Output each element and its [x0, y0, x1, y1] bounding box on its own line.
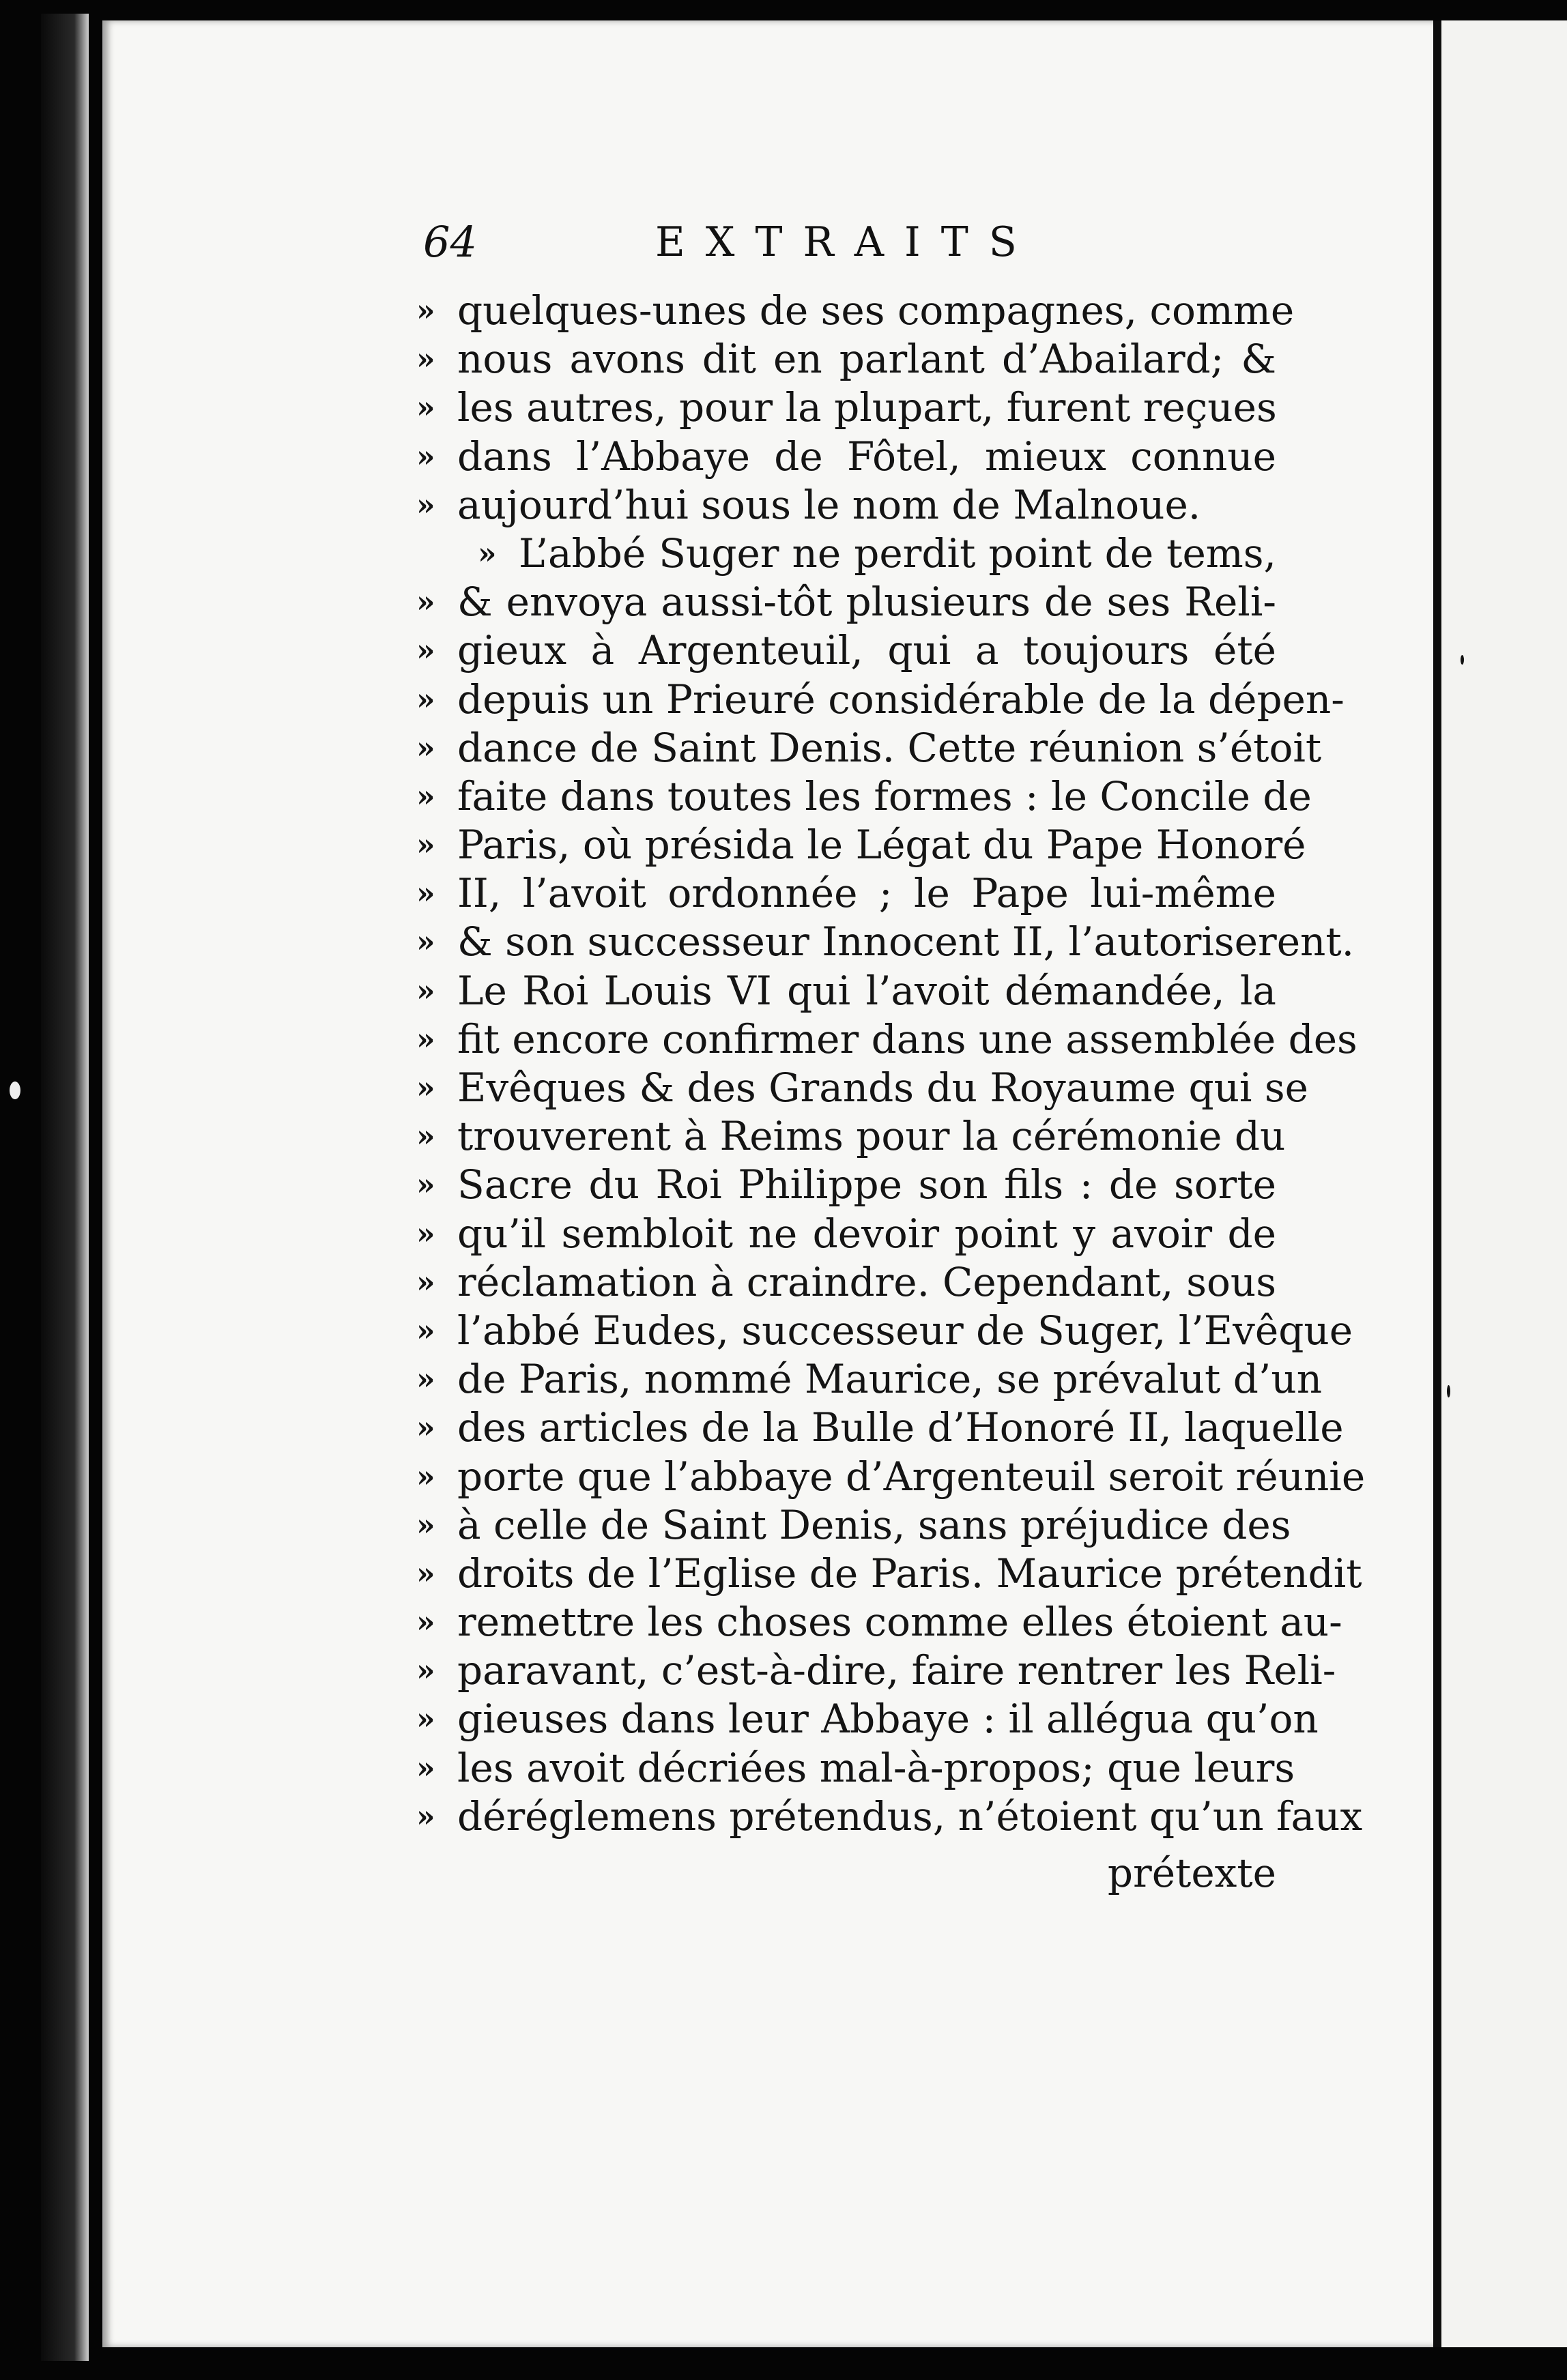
line-text: droits de l’Eglise de Paris. Maurice prétendit [457, 1550, 1362, 1597]
page-header [423, 217, 1276, 278]
running-title: EXTRAITS [655, 218, 1037, 266]
quote-mark: » [416, 1605, 435, 1640]
line-text: depuis un Prieuré considérable de la dépen- [457, 676, 1345, 723]
line-text: gieuses dans leur Abbaye : il allégua qu’on [457, 1696, 1319, 1743]
text-line [416, 1695, 1319, 1743]
quote-mark: » [416, 973, 435, 1008]
text-line [416, 1646, 1336, 1695]
book-spine-edge [41, 14, 89, 2361]
line-text: à celle de Saint Denis, sans préjudice des [457, 1501, 1291, 1548]
line-text: aujourd’hui sous le nom de Malnoue. [457, 481, 1201, 528]
quote-mark: » [416, 1653, 435, 1689]
quote-mark: » [478, 536, 497, 571]
text-line [416, 1015, 1357, 1064]
quote-mark: » [416, 682, 435, 717]
text-line [416, 1112, 1286, 1161]
text-line [416, 433, 1276, 481]
line-text: & envoya aussi-tôt plusieurs de ses Reli- [457, 579, 1276, 626]
quote-mark: » [416, 1021, 435, 1057]
line-text: dans l’Abbaye de Fôtel, mieux connue [457, 433, 1276, 480]
text-line [416, 1161, 1276, 1209]
line-text: Evêques & des Grands du Royaume qui se [457, 1064, 1308, 1111]
line-text: faite dans toutes les formes : le Concile de [457, 772, 1312, 819]
line-text: L’abbé Suger ne perdit point de tems, [519, 529, 1276, 577]
line-text: quelques-unes de ses compagnes, comme [457, 287, 1295, 334]
text-line [416, 869, 1276, 918]
page-gutter [1433, 20, 1441, 2347]
line-text: qu’il sembloit ne devoir point y avoir de [457, 1210, 1276, 1257]
text-line [416, 1793, 1363, 1841]
quote-mark: » [416, 1702, 435, 1737]
quote-mark: » [416, 1459, 435, 1494]
quote-mark: » [416, 487, 435, 523]
line-text: paravant, c’est-à-dire, faire rentrer les Reli- [457, 1647, 1336, 1694]
line-text: remettre les choses comme elles étoient au- [457, 1599, 1342, 1646]
line-text: II, l’avoit ordonnée ; le Pape lui-même [457, 870, 1276, 917]
text-line [416, 676, 1345, 724]
line-text: trouverent à Reims pour la cérémonie du [457, 1113, 1286, 1160]
scan-speck [1461, 655, 1464, 665]
quote-mark: » [416, 1556, 435, 1591]
line-text: gieux à Argenteuil, qui a toujours été [457, 627, 1276, 674]
scan-speck [10, 1082, 20, 1099]
quote-mark: » [416, 1362, 435, 1397]
text-line [416, 724, 1322, 772]
quote-mark: » [416, 925, 435, 960]
line-text: Le Roi Louis VI qui l’avoit démandée, la [457, 967, 1276, 1014]
quote-mark: » [416, 439, 435, 474]
line-text: nous avons dit en parlant d’Abailard; & [457, 336, 1276, 383]
quote-mark: » [416, 730, 435, 766]
text-line [416, 1064, 1308, 1112]
text-line [416, 383, 1276, 432]
quote-mark: » [416, 1216, 435, 1251]
quote-mark: » [416, 1071, 435, 1105]
quote-mark: » [416, 1410, 435, 1446]
text-line [416, 529, 1276, 578]
quote-mark: » [416, 1799, 435, 1834]
quote-mark: » [416, 779, 435, 814]
line-text: les avoit décriées mal-à-propos; que leurs [457, 1744, 1295, 1791]
text-line [416, 1404, 1344, 1452]
text-line [416, 772, 1312, 821]
line-text: dance de Saint Denis. Cette réunion s’étoit [457, 724, 1322, 771]
text-line [416, 578, 1276, 626]
line-text: Sacre du Roi Philippe son fils : de sorte [457, 1161, 1276, 1208]
line-text: fit encore confirmer dans une assemblée des [457, 1015, 1357, 1062]
quote-mark: » [416, 293, 435, 328]
quote-mark: » [416, 1119, 435, 1155]
text-line [416, 626, 1276, 675]
line-text: des articles de la Bulle d’Honoré II, laquelle [457, 1404, 1344, 1451]
text-line [416, 918, 1355, 966]
quote-mark: » [416, 1313, 435, 1348]
quote-mark: » [416, 390, 435, 426]
text-line [416, 967, 1276, 1015]
body-text [416, 287, 1366, 1841]
text-line [416, 1307, 1353, 1355]
text-line [416, 1744, 1295, 1793]
text-line [416, 335, 1276, 383]
text-line [416, 1550, 1362, 1598]
text-line [416, 1453, 1366, 1501]
line-text: Paris, où présida le Légat du Pape Honoré [457, 822, 1306, 869]
quote-mark: » [416, 1750, 435, 1786]
page-number: 64 [423, 217, 477, 267]
text-line [416, 1210, 1276, 1258]
quote-mark: » [416, 1167, 435, 1203]
quote-mark: » [416, 633, 435, 669]
quote-mark: » [416, 342, 435, 377]
facing-page-edge [1441, 20, 1567, 2347]
text-line [416, 1258, 1276, 1307]
text-line [416, 1355, 1323, 1404]
line-text: déréglemens prétendus, n’étoient qu’un faux [457, 1793, 1363, 1840]
line-text: les autres, pour la plupart, furent reçues [457, 384, 1277, 431]
line-text: de Paris, nommé Maurice, se prévalut d’un [457, 1356, 1323, 1403]
text-line [416, 481, 1276, 529]
text-line [416, 821, 1306, 869]
line-text: porte que l’abbaye d’Argenteuil seroit réunie [457, 1453, 1366, 1500]
line-text: l’abbé Eudes, successeur de Suger, l’Evêque [457, 1307, 1353, 1354]
text-line [416, 287, 1295, 335]
quote-mark: » [416, 1507, 435, 1543]
text-line [416, 1501, 1291, 1550]
quote-mark: » [416, 585, 435, 620]
catchword: prétexte [1107, 1850, 1276, 1896]
line-text: réclamation à craindre. Cependant, sous [457, 1258, 1276, 1305]
quote-mark: » [416, 876, 435, 912]
quote-mark: » [416, 1264, 435, 1300]
text-line [416, 1598, 1342, 1646]
quote-mark: » [416, 828, 435, 863]
scan-speck [1447, 1385, 1450, 1397]
line-text: & son successeur Innocent II, l’autoriserent. [457, 918, 1355, 966]
